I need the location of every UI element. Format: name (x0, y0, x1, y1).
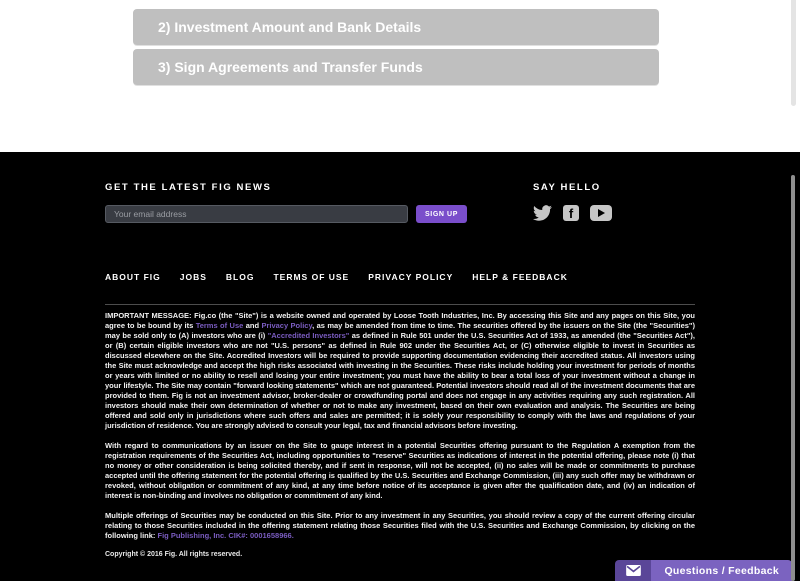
social-section (533, 182, 612, 221)
legal-text (105, 311, 695, 558)
envelope-icon (615, 560, 651, 581)
privacy-policy-link[interactable]: Privacy Policy (261, 321, 313, 330)
say-hello-heading: SAY HELLO (533, 182, 601, 193)
scrollbar-thumb-top[interactable] (791, 0, 796, 106)
legal-text-segment: , as may be amended from time to time. The securities offered by the issuers on the Site (the "Securities") may be sold only to (A) investors who are (i) (105, 321, 695, 340)
email-input[interactable] (105, 205, 408, 223)
signup-button[interactable]: SIGN UP (416, 205, 467, 223)
footer-divider (105, 304, 695, 305)
legal-text-segment: as defined in Rule 501 under the U.S. Securities Act of 1933, as amended (the "Securities Act"), or (B) certain eligible investors who are not "U.S. persons" as defined in Rule 902 under the Securities Act, or (C) otherwise eligible to invest in Securities as discussed elsewhere on the Site. Accredited Investors will be required to provide supporting documentation evidencing their accredited status. All investors using the Site must acknowledge and accept the high risks associated with investing in the Securities. These risks include holding your investment for periods of months or years with limited or no ability to resell and losing your entire investment; you must have the ability to bear a total loss of your investment without a change in your lifestyle. The Site may contain "forward looking statements" which are not guaranteed. Potential investors should read all of the investment documents that are provided to them. Fig is not an investment advisor, broker-dealer or crowdfunding portal and does not engage in any activities requiring any such registration. All investors should make their own determination of whether or not to make any investment, based on their own evaluation and analysis. The Securities are being offered and sold only in jurisdictions where such offers and sales are permitted; it is solely your responsibility to comply with the laws and regulations of your jurisdiction of residence. You are strongly advised to consult your legal, tax and financial advisors before investing. (105, 331, 695, 430)
nav-link-jobs[interactable]: JOBS (179, 272, 207, 282)
twitter-icon[interactable] (533, 205, 552, 221)
accordion-step-label: 3) Sign Agreements and Transfer Funds (158, 59, 423, 75)
legal-text-segment: and (243, 321, 262, 330)
legal-text-segment: Multiple offerings of Securities may be conducted on this Site. Prior to any investment in any Securities, you should review a copy of the current offering circular relating to those Securities included in the offering statement relating those Securities filed with the U.S. Securities and Exchange Commission, by clicking on the following link: (105, 511, 695, 540)
legal-paragraph-2: With regard to communications by an issuer on the Site to gauge interest in a potential Securities offering pursuant to the Regulation A exemption from the registration requirements of the Securities Act, including opportunities to "reserve" Securities as indications of interest in the potential offering, please note (i) that no money or other consideration is being solicited thereby, and if sent in response, will not be accepted, (ii) no sales will be made or commitments to purchase accepted until the offering statement for the potential offering is qualified by the U.S. Securities and Exchange Commission, (iii) any such offer may be withdrawn or revoked, without obligation or commitment of any kind, at any time before notice of its acceptance is given after the qualification date, and (iv) an indication of interest is non-binding and involves no obligation or commitment of any kind. (105, 441, 695, 500)
footer-nav (105, 272, 695, 282)
site-footer (0, 152, 800, 581)
accordion-step-sign-agreements[interactable] (133, 49, 659, 85)
accordion-step-label: 2) Investment Amount and Bank Details (158, 19, 422, 35)
questions-feedback-label: Questions / Feedback (651, 560, 792, 581)
questions-feedback-button[interactable] (615, 560, 792, 581)
youtube-icon[interactable] (590, 205, 612, 221)
legal-text-segment: IMPORTANT MESSAGE: Fig.co (the "Site") is a website owned and operated by Loose Tooth Industries, Inc. By accessing this Site and any pages on this Site, you agree to be bound by its (105, 311, 695, 330)
nav-link-terms-of-use[interactable]: TERMS OF USE (273, 272, 350, 282)
scrollbar-thumb-bottom[interactable] (791, 175, 795, 581)
accredited-investors-link[interactable]: "Accredited Investors" (267, 331, 350, 340)
legal-paragraph-3 (105, 511, 695, 541)
nav-link-about-fig[interactable]: ABOUT FIG (105, 272, 161, 282)
copyright-text: Copyright © 2016 Fig. All rights reserved. (105, 551, 243, 558)
nav-link-help-feedback[interactable]: HELP & FEEDBACK (472, 272, 568, 282)
nav-link-privacy-policy[interactable]: PRIVACY POLICY (368, 272, 454, 282)
accordion-step-investment-amount[interactable] (133, 9, 659, 45)
fig-publishing-cik-link[interactable]: Fig Publishing, Inc. CIK#: 0001658966. (157, 531, 294, 540)
newsletter-heading: GET THE LATEST FIG NEWS (105, 182, 272, 193)
facebook-icon[interactable]: f (563, 205, 579, 221)
signup-steps-accordion (133, 9, 659, 89)
nav-link-blog[interactable]: BLOG (225, 272, 255, 282)
terms-of-use-link[interactable]: Terms of Use (195, 321, 244, 330)
legal-paragraph-1 (105, 311, 695, 431)
